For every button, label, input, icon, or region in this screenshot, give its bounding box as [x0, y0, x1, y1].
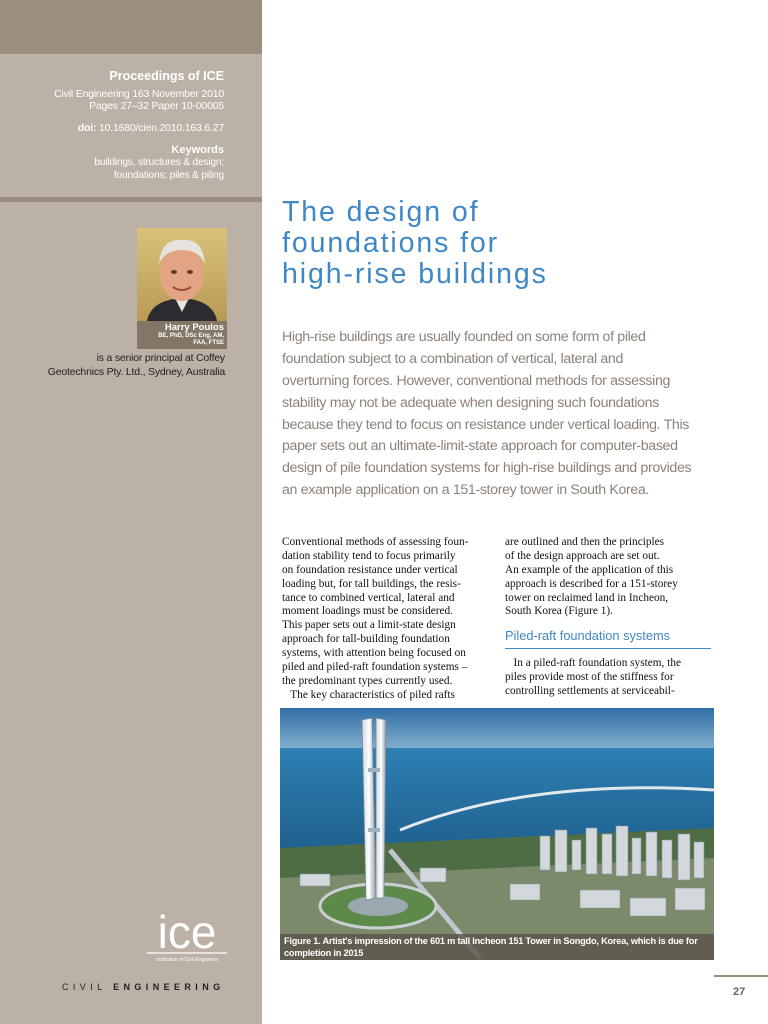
body-line: South Korea (Figure 1). — [505, 605, 613, 618]
body-line: This paper sets out a limit-state design — [282, 619, 456, 632]
body-line: approach for tall-building foundation — [282, 633, 450, 646]
body-line: Conventional methods of assessing foun- — [282, 536, 469, 548]
footer-civil: CIVIL — [62, 982, 107, 992]
doi-label: doi: — [77, 122, 97, 134]
body-column-right-continued — [505, 657, 715, 699]
page-number-rule — [714, 975, 768, 977]
author-photo — [137, 228, 227, 321]
ice-logo-text: ice — [157, 912, 217, 956]
body-line: loading but, for tall buildings, the resis- — [282, 577, 461, 590]
author-credentials-line: BE, PhD, DSc Eng, AM, — [158, 333, 224, 339]
body-line: piled and piled-raft foundation systems – — [282, 661, 468, 674]
title-line: foundations for — [282, 227, 500, 259]
author-bio-line: is a senior principal at Coffey — [96, 352, 225, 364]
abstract-line: High-rise buildings are usually founded on some form of piled — [282, 329, 646, 345]
body-line: dation stability tend to focus primarily — [282, 549, 456, 562]
sidebar-divider — [0, 197, 262, 202]
abstract-line: stability may not be adequate when designing such foundations — [282, 394, 659, 411]
abstract-line: design of pile foundation systems for high-rise buildings and provides — [282, 460, 692, 477]
body-column-left — [282, 536, 492, 703]
keywords-line: buildings, structures & design; — [94, 157, 224, 168]
body-line: The key characteristics of piled rafts — [282, 688, 455, 701]
title-line: high-rise buildings — [282, 258, 548, 290]
body-line: are outlined and then the principles — [505, 536, 665, 548]
abstract — [282, 327, 722, 502]
body-line: approach is described for a 151-storey — [505, 577, 678, 590]
body-line: An example of the application of this — [505, 563, 674, 576]
title-line: The design of — [282, 196, 480, 228]
page-number: 27 — [733, 986, 746, 998]
figure-caption — [280, 934, 714, 960]
body-line: piles provide most of the stiffness for — [505, 670, 674, 683]
body-line: on foundation resistance under vertical — [282, 563, 458, 576]
keywords-line: foundations; piles & piling — [113, 170, 224, 181]
body-column-right — [505, 536, 715, 619]
journal-footer — [62, 982, 225, 992]
author-credentials — [137, 333, 224, 347]
doi — [0, 122, 224, 134]
sidebar-header-band — [0, 0, 262, 54]
sidebar — [0, 0, 262, 1024]
abstract-line: an example application on a 151-storey tower in South Korea. — [282, 482, 650, 499]
proceedings-title: Proceedings of ICE — [109, 69, 224, 83]
proceedings-pages: Pages 27–32 Paper 10-00005 — [89, 100, 224, 112]
body-line: of the design approach are set out. — [505, 549, 660, 562]
article-title — [282, 197, 742, 290]
footer-engineering: ENGINEERING — [113, 982, 225, 992]
proceedings-issue: Civil Engineering 163 November 2010 — [54, 88, 224, 100]
body-line: the predominant types currently used. — [282, 674, 453, 687]
ice-logo-subtext: Institution of Civil Engineers — [156, 957, 218, 963]
author-credentials-line: FAA, FTSE — [193, 340, 224, 346]
abstract-line: paper sets out an ultimate-limit-state approach for computer-based — [282, 438, 678, 455]
caption-line: Figure 1. Artist's impression of the 601 m tall Incheon 151 Tower in Songdo, Korea, which is due for — [284, 936, 698, 946]
body-line: controlling settlements at serviceabil- — [505, 684, 675, 697]
caption-line: completion in 2015 — [284, 947, 364, 958]
author-bio-line: Geotechnics Pty. Ltd., Sydney, Australia — [47, 366, 225, 378]
abstract-line: overturning forces. However, conventional methods for assessing — [282, 372, 671, 389]
keywords-title: Keywords — [171, 144, 224, 156]
body-line: moment loadings must be considered. — [282, 605, 453, 618]
section-heading: Piled-raft foundation systems — [505, 628, 711, 649]
abstract-line: foundation subject to a combination of vertical, lateral and — [282, 350, 624, 367]
body-line: systems, with attention being focused on — [282, 647, 466, 660]
body-line: tower on reclaimed land in Incheon, — [505, 591, 669, 604]
author-name: Harry Poulos — [164, 322, 224, 333]
doi-link[interactable]: 10.1680/cien.2010.163.6.27 — [99, 122, 224, 134]
abstract-line: because they tend to focus on resistance under vertical loading. This — [282, 416, 689, 433]
author-caption — [137, 321, 227, 349]
figure-tower-image — [280, 708, 714, 960]
body-line: tance to combined vertical, lateral and — [282, 591, 455, 604]
body-line: In a piled-raft foundation system, the — [505, 657, 681, 669]
